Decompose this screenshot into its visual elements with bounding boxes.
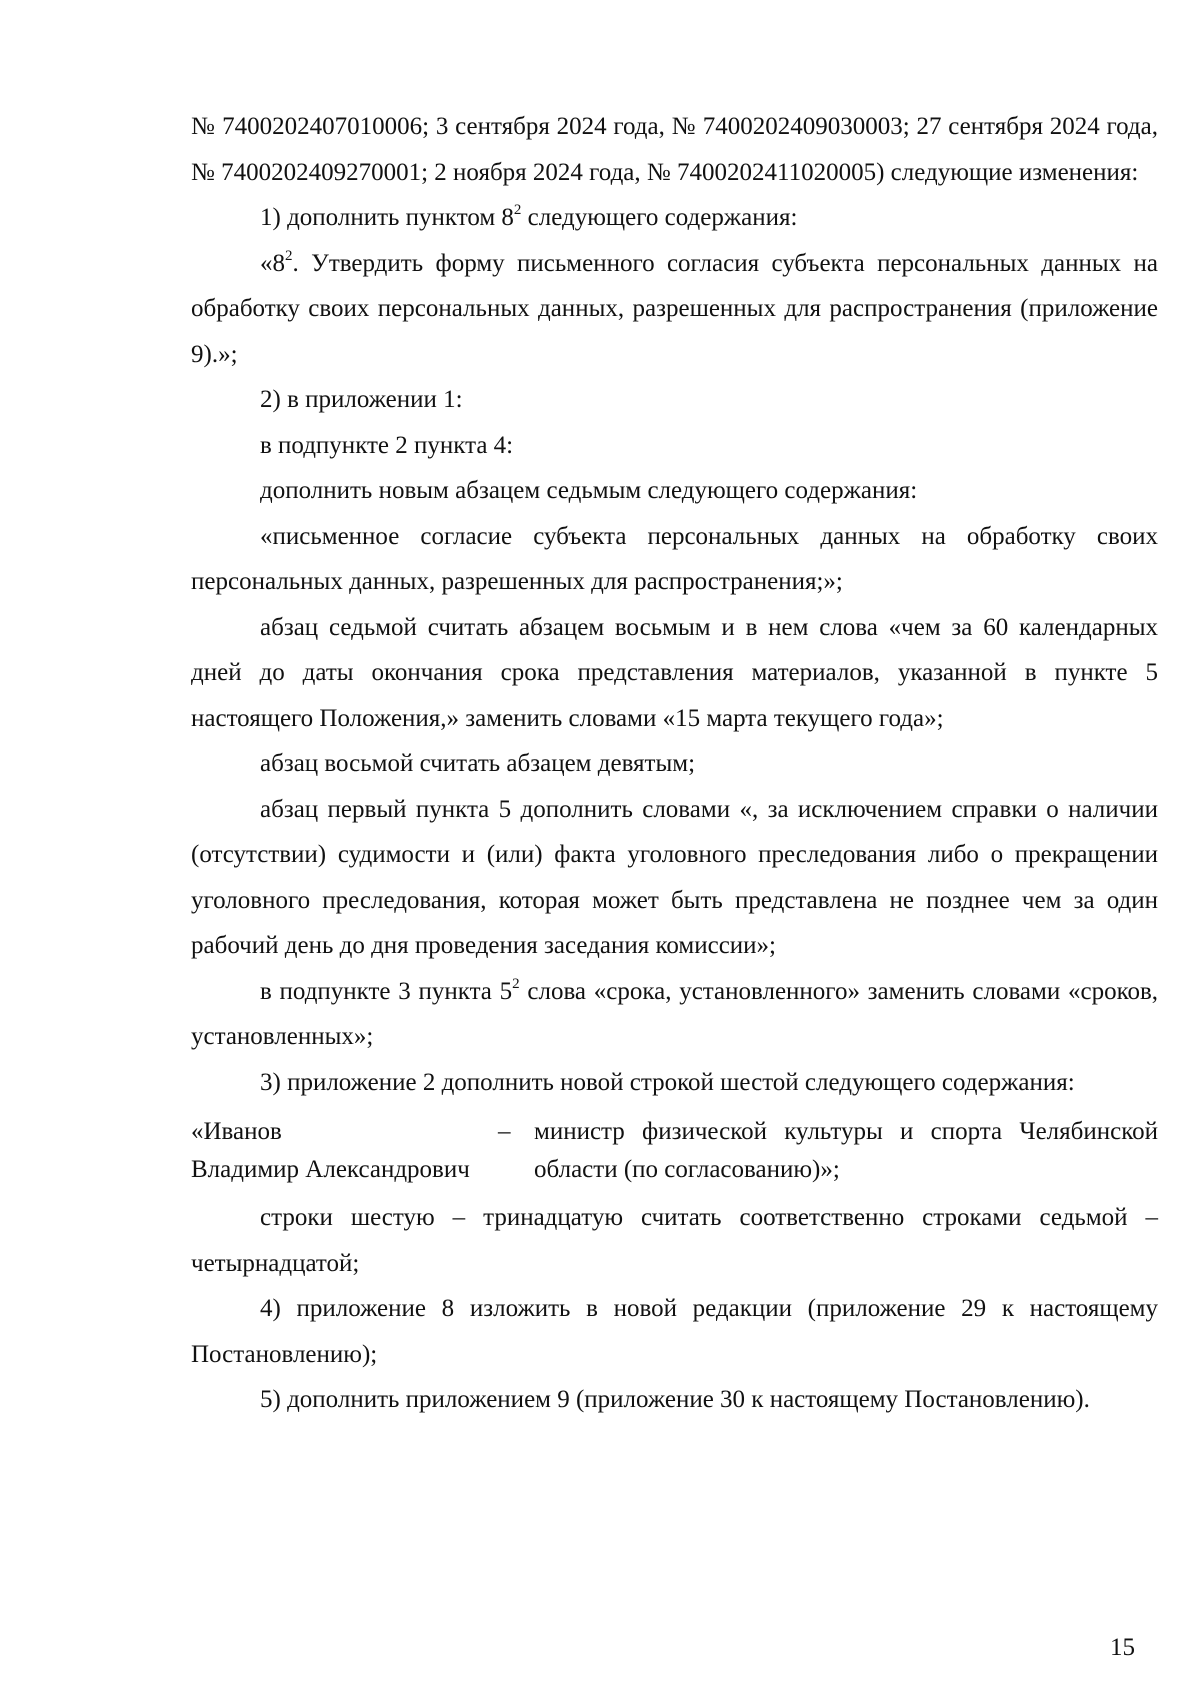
commission-member-row: [191, 1113, 1158, 1189]
member-given-names: Владимир Александрович: [191, 1156, 470, 1183]
paragraph-written-consent: «письменное согласие субъекта персональных данных на обработку своих персональных данных, разрешенных для распространения;»;: [191, 522, 1158, 595]
document-body: [191, 104, 1158, 1423]
paragraph-add-seventh: дополнить новым абзацем седьмым следующего содержания:: [260, 477, 918, 504]
subitem-3-text-tail: слова «срока, установленного» заменить словами «сроков, установленных»;: [191, 977, 1158, 1050]
member-surname: «Иванов: [191, 1118, 282, 1145]
paragraph-item-2: 2) в приложении 1:: [260, 386, 463, 413]
point-8-2-text-tail: . Утвердить форму письменного согласия субъекта персональных данных на обработку своих персональных данных, разрешенных для распространения (приложение 9).»;: [191, 249, 1158, 368]
paragraph-point-8-2: [191, 241, 1158, 378]
paragraph-item-5: 5) дополнить приложением 9 (приложение 30 к настоящему Постановлению).: [260, 1386, 1090, 1413]
paragraph-rows-renumber: строки шестую – тринадцатую считать соответственно строками седьмой – четырнадцатой;: [191, 1204, 1158, 1277]
page-number: 15: [1110, 1634, 1135, 1661]
subitem-3-superscript: 2: [512, 975, 520, 992]
paragraph-registration-numbers: № 7400202407010006; 3 сентября 2024 года, № 7400202409030003; 27 сентября 2024 года, № 7400202409270001; 2 ноября 2024 года, № 7400202411020005) следующие изменения:: [191, 113, 1158, 186]
paragraph-eighth-to-ninth: абзац восьмой считать абзацем девятым;: [260, 750, 696, 777]
paragraph-item-3: 3) приложение 2 дополнить новой строкой шестой следующего содержания:: [260, 1068, 1075, 1096]
subitem-3-text: в подпункте 3 пункта 5: [260, 977, 513, 1005]
paragraph-item-1: [191, 195, 1158, 241]
member-dash: –: [498, 1118, 511, 1145]
paragraph-point-5-addition: абзац первый пункта 5 дополнить словами «, за исключением справки о наличии (отсутствии) судимости и (или) факта уголовного преследования либо о прекращении уголовного преследования, которая может быть представлена не позднее чем за один рабочий день до дня проведения заседания комиссии»;: [191, 795, 1158, 959]
paragraph-seventh-to-eighth: абзац седьмой считать абзацем восьмым и в нем слова «чем за 60 календарных дней до даты окончания срока представления материалов, указанной в пункте 5 настоящего Положения,» заменить словами «15 марта текущего года»;: [191, 613, 1158, 732]
paragraph-subitem-2-point-4: в подпункте 2 пункта 4:: [260, 431, 514, 459]
item-1-text-tail: следующего содержания:: [521, 204, 798, 231]
point-8-2-superscript: 2: [285, 247, 293, 264]
paragraph-item-4: 4) приложение 8 изложить в новой редакции (приложение 29 к настоящему Постановлению);: [191, 1295, 1158, 1368]
member-name: [191, 1113, 498, 1189]
item-1-text: 1) дополнить пунктом 8: [260, 204, 514, 231]
member-position: министр физической культуры и спорта Челябинской области (по согласованию)»;: [534, 1118, 1158, 1183]
item-1-superscript: 2: [513, 202, 522, 218]
point-8-2-text: «8: [260, 249, 285, 277]
paragraph-subitem-3-point-5-2: [191, 969, 1158, 1060]
